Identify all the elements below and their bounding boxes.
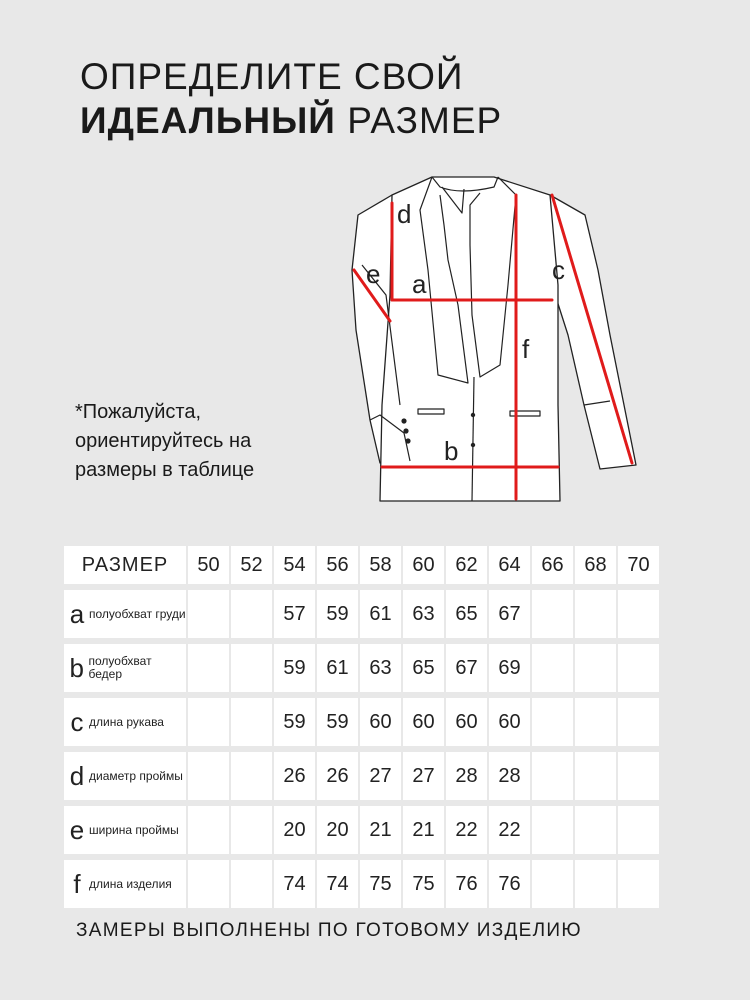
table-cell — [231, 806, 272, 854]
size-header-cell: 60 — [403, 546, 444, 584]
table-cell — [532, 698, 573, 746]
size-note: *Пожалуйста, ориентируйтесь на размеры в таблице — [75, 401, 255, 481]
title-rest-word: РАЗМЕР — [347, 100, 503, 141]
table-cell — [532, 590, 573, 638]
footer-note: ЗАМЕРЫ ВЫПОЛНЕНЫ ПО ГОТОВОМУ ИЗДЕЛИЮ — [76, 920, 582, 941]
size-header-cell: 56 — [317, 546, 358, 584]
table-cell: 60 — [489, 698, 530, 746]
title-line-2 — [80, 102, 502, 139]
size-header-cell: 62 — [446, 546, 487, 584]
title-bold-word: ИДЕАЛЬНЫЙ — [80, 100, 336, 141]
row-description: диаметр проймы — [89, 768, 183, 783]
table-cell: 28 — [489, 752, 530, 800]
row-label — [64, 752, 186, 800]
table-cell: 59 — [274, 644, 315, 692]
table-cell — [618, 698, 659, 746]
row-description: длина изделия — [89, 876, 172, 891]
table-cell: 20 — [274, 806, 315, 854]
table-cell: 63 — [403, 590, 444, 638]
size-header-cell: 70 — [618, 546, 659, 584]
table-cell: 59 — [317, 590, 358, 638]
size-header-cell: 66 — [532, 546, 573, 584]
table-cell: 69 — [489, 644, 530, 692]
table-cell: 63 — [360, 644, 401, 692]
diagram-label-e: e — [366, 259, 381, 289]
size-header-cell: 50 — [188, 546, 229, 584]
size-table — [64, 546, 659, 908]
table-cell: 26 — [274, 752, 315, 800]
row-letter: c — [70, 707, 84, 737]
table-cell: 75 — [360, 860, 401, 908]
table-cell — [575, 752, 616, 800]
row-letter: f — [73, 869, 81, 899]
table-cell — [575, 806, 616, 854]
table-cell — [231, 752, 272, 800]
table-cell: 75 — [403, 860, 444, 908]
row-description: длина рукава — [89, 714, 164, 729]
table-cell: 60 — [403, 698, 444, 746]
table-cell — [532, 752, 573, 800]
table-cell: 21 — [403, 806, 444, 854]
row-label — [64, 806, 186, 854]
table-cell: 28 — [446, 752, 487, 800]
row-label — [64, 698, 186, 746]
table-cell — [188, 590, 229, 638]
row-letter: a — [69, 599, 85, 629]
table-cell — [618, 590, 659, 638]
table-cell — [231, 860, 272, 908]
table-cell — [532, 644, 573, 692]
table-cell: 59 — [317, 698, 358, 746]
table-cell — [618, 644, 659, 692]
table-cell — [532, 806, 573, 854]
table-cell — [532, 860, 573, 908]
row-label — [64, 590, 186, 638]
table-cell: 20 — [317, 806, 358, 854]
table-cell — [575, 644, 616, 692]
table-cell — [575, 698, 616, 746]
table-cell: 76 — [446, 860, 487, 908]
table-cell — [575, 860, 616, 908]
diagram-label-a: a — [412, 269, 427, 299]
row-label — [64, 860, 186, 908]
row-letter: e — [69, 815, 85, 845]
table-cell: 27 — [360, 752, 401, 800]
table-cell: 27 — [403, 752, 444, 800]
table-cell: 60 — [360, 698, 401, 746]
row-description: ширина проймы — [89, 822, 179, 837]
table-cell: 57 — [274, 590, 315, 638]
table-cell — [188, 806, 229, 854]
table-cell — [231, 698, 272, 746]
diagram-label-c: c — [552, 255, 565, 285]
table-cell: 61 — [360, 590, 401, 638]
table-cell — [618, 752, 659, 800]
diagram-label-b: b — [444, 436, 459, 466]
row-description: полуобхват груди — [89, 606, 186, 621]
table-cell: 61 — [317, 644, 358, 692]
table-cell — [618, 860, 659, 908]
table-cell: 22 — [489, 806, 530, 854]
table-cell — [188, 644, 229, 692]
size-header-cell: 52 — [231, 546, 272, 584]
table-cell: 74 — [274, 860, 315, 908]
size-header-cell: 54 — [274, 546, 315, 584]
table-cell — [618, 806, 659, 854]
diagram-label-f: f — [522, 334, 530, 364]
table-cell: 26 — [317, 752, 358, 800]
row-description: полуобхват бедер — [88, 654, 152, 681]
title-line-1: ОПРЕДЕЛИТЕ СВОЙ — [80, 56, 464, 97]
table-cell: 59 — [274, 698, 315, 746]
size-header-cell: 68 — [575, 546, 616, 584]
row-letter: d — [69, 761, 85, 791]
table-cell: 60 — [446, 698, 487, 746]
table-cell: 65 — [446, 590, 487, 638]
diagram-label-d: d — [397, 199, 412, 229]
table-cell — [231, 590, 272, 638]
table-header-label: РАЗМЕР — [64, 546, 186, 584]
table-cell — [188, 698, 229, 746]
table-cell: 67 — [446, 644, 487, 692]
row-label — [64, 644, 186, 692]
table-cell: 74 — [317, 860, 358, 908]
table-cell: 21 — [360, 806, 401, 854]
table-cell: 22 — [446, 806, 487, 854]
size-header-cell: 64 — [489, 546, 530, 584]
table-cell — [231, 644, 272, 692]
table-cell — [188, 860, 229, 908]
table-cell: 67 — [489, 590, 530, 638]
table-cell — [575, 590, 616, 638]
table-cell: 76 — [489, 860, 530, 908]
table-cell — [188, 752, 229, 800]
table-cell: 65 — [403, 644, 444, 692]
row-letter: b — [69, 653, 84, 683]
jacket-diagram — [340, 165, 640, 510]
size-header-cell: 58 — [360, 546, 401, 584]
